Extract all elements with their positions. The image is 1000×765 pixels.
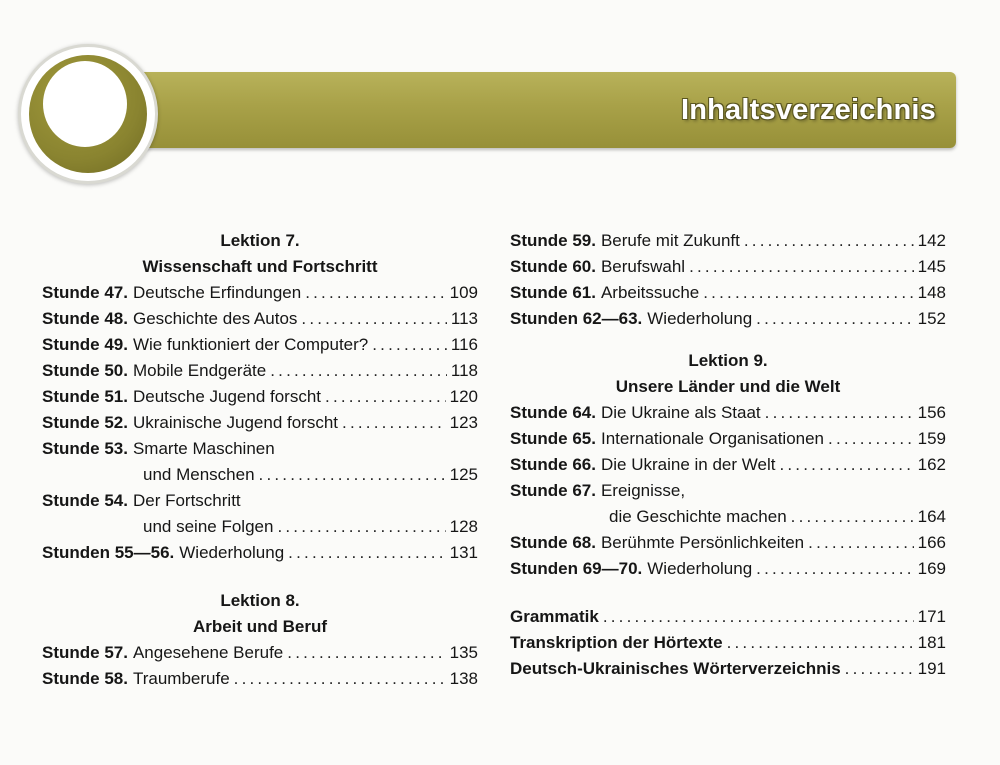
- toc-entry-stunde-47[interactable]: Stunde 47. Deutsche Erfindungen ..... 109: [42, 280, 478, 306]
- lektion-7-title: Lektion 7.: [220, 231, 300, 250]
- page-number: 148: [917, 283, 946, 302]
- toc-right-column: [510, 228, 946, 682]
- toc-entry-stunde-60[interactable]: Stunde 60. Berufswahl ..... 145: [510, 254, 946, 280]
- toc-entry-stunde-57[interactable]: Stunde 57. Angesehene Berufe ..... 135: [42, 640, 478, 666]
- toc-entry-transkription[interactable]: Transkription der Hörtexte ..... 181: [510, 630, 946, 656]
- lektion-8-title: Lektion 8.: [220, 591, 300, 610]
- page-number: 145: [917, 257, 946, 276]
- toc-entry-grammatik[interactable]: Grammatik ..... 171: [510, 604, 946, 630]
- page-number: 123: [449, 413, 478, 432]
- page-number: 113: [450, 309, 478, 328]
- page-title: Inhaltsverzeichnis: [680, 94, 936, 126]
- toc-entry-stunde-49[interactable]: Stunde 49. Wie funktioniert der Computer? ..... 116: [42, 332, 478, 358]
- toc-entry-stunde-48[interactable]: Stunde 48. Geschichte des Autos ..... 113: [42, 306, 478, 332]
- toc-entry-woerterverzeichnis[interactable]: Deutsch-Ukrainisches Wörterverzeichnis ..... 191: [510, 656, 946, 682]
- page-number: 152: [917, 309, 946, 328]
- toc-entry-stunden-62-63[interactable]: Stunden 62—63. Wiederholung ..... 152: [510, 306, 946, 332]
- logo-circle-icon: [18, 44, 158, 184]
- lektion-7-subtitle: Wissenschaft und Fortschritt: [142, 257, 378, 276]
- page-number: 131: [449, 543, 478, 562]
- page-number: 118: [450, 361, 478, 380]
- toc-entry-stunde-61[interactable]: Stunde 61. Arbeitssuche ..... 148: [510, 280, 946, 306]
- toc-entry-stunde-59[interactable]: Stunde 59. Berufe mit Zukunft ..... 142: [510, 228, 946, 254]
- page-number: 125: [449, 465, 478, 484]
- header-banner: [120, 72, 956, 148]
- toc-entry-stunde-68[interactable]: Stunde 68. Berühmte Persönlichkeiten ..... 166: [510, 530, 946, 556]
- toc-entry-stunden-69-70[interactable]: Stunden 69—70. Wiederholung ..... 169: [510, 556, 946, 582]
- toc-entry-stunde-50[interactable]: Stunde 50. Mobile Endgeräte ..... 118: [42, 358, 478, 384]
- toc-entry-stunde-52[interactable]: Stunde 52. Ukrainische Jugend forscht ..... 123: [42, 410, 478, 436]
- toc-entry-stunde-67[interactable]: Stunde 67. Ereignisse, die Geschichte machen ..... 164: [510, 478, 946, 530]
- lektion-8-subtitle: Arbeit und Beruf: [192, 617, 328, 636]
- page-number: 164: [917, 507, 946, 526]
- page-number: 135: [449, 643, 478, 662]
- page-number: 171: [917, 607, 946, 626]
- toc-entry-stunde-64[interactable]: Stunde 64. Die Ukraine als Staat ..... 156: [510, 400, 946, 426]
- toc-entry-stunde-58[interactable]: Stunde 58. Traumberufe ..... 138: [42, 666, 478, 692]
- lektion-9-subtitle: Unsere Länder und die Welt: [615, 377, 841, 396]
- toc-left-column: [42, 228, 478, 692]
- page-number: 162: [917, 455, 946, 474]
- toc-entry-stunde-51[interactable]: Stunde 51. Deutsche Jugend forscht ..... 120: [42, 384, 478, 410]
- page-number: 191: [917, 659, 946, 678]
- page-number: 181: [917, 633, 946, 652]
- page-number: 159: [917, 429, 946, 448]
- page-number: 166: [917, 533, 946, 552]
- lektion-9-title: Lektion 9.: [688, 351, 768, 370]
- toc-entry-stunde-66[interactable]: Stunde 66. Die Ukraine in der Welt ..... 162: [510, 452, 946, 478]
- page-number: 120: [449, 387, 478, 406]
- page-number: 116: [450, 335, 478, 354]
- page-number: 142: [917, 231, 946, 250]
- page-number: 156: [917, 403, 946, 422]
- toc-entry-stunden-55-56[interactable]: Stunden 55—56. Wiederholung ..... 131: [42, 540, 478, 566]
- page-number: 169: [917, 559, 946, 578]
- toc-entry-stunde-65[interactable]: Stunde 65. Internationale Organisationen ..... 159: [510, 426, 946, 452]
- page-number: 109: [449, 283, 478, 302]
- toc-entry-stunde-54[interactable]: Stunde 54. Der Fortschritt und seine Folgen ..... 128: [42, 488, 478, 540]
- page-number: 128: [449, 517, 478, 536]
- toc-entry-stunde-53[interactable]: Stunde 53. Smarte Maschinen und Menschen ..... 125: [42, 436, 478, 488]
- page-number: 138: [449, 669, 478, 688]
